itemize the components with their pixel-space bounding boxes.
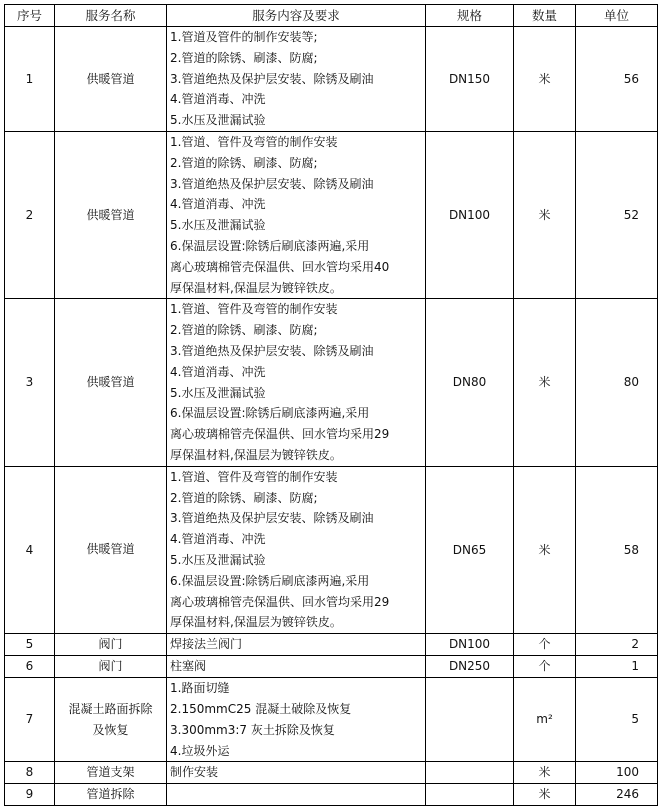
row-qty: m² <box>514 678 576 762</box>
row-spec <box>426 762 514 784</box>
row-spec: DN65 <box>426 466 514 633</box>
content-line: 5.水压及泄漏试验 <box>170 385 266 400</box>
content-line: 4.管道消毒、冲洗 <box>170 364 266 379</box>
content-line: 5.水压及泄漏试验 <box>170 113 266 128</box>
content-line: 5.水压及泄漏试验 <box>170 218 266 233</box>
row-service-name-text: 阀门 <box>98 637 123 652</box>
row-spec: DN100 <box>426 634 514 656</box>
row-unit: 56 <box>576 27 658 132</box>
header-content: 服务内容及要求 <box>167 5 426 27</box>
table-body <box>5 27 658 806</box>
row-no: 7 <box>5 678 55 762</box>
row-unit: 5 <box>576 678 658 762</box>
row-service-name-text: 阀门 <box>98 659 123 674</box>
row-service-name <box>55 762 167 784</box>
row-content <box>167 678 426 762</box>
service-table-wrapper <box>4 4 658 806</box>
content-line: 离心玻璃棉管壳保温供、回水管均采用40 <box>170 259 390 274</box>
table-row <box>5 784 658 806</box>
header-name: 服务名称 <box>55 5 167 27</box>
content-line: 2.管道的除锈、刷漆、防腐; <box>170 50 318 65</box>
content-line: 1.管道、管件及弯管的制作安装 <box>170 302 338 317</box>
row-content <box>167 656 426 678</box>
table-row <box>5 466 658 633</box>
row-content <box>167 299 426 466</box>
header-spec: 规格 <box>426 5 514 27</box>
table-row <box>5 27 658 132</box>
table-row <box>5 762 658 784</box>
content-line: 厚保温材料,保温层为镀锌铁皮。 <box>170 615 342 630</box>
row-service-name-text: 供暖管道 <box>86 542 135 557</box>
content-line: 1.管道及管件的制作安装等; <box>170 30 318 44</box>
table-row <box>5 678 658 762</box>
table-row <box>5 132 658 299</box>
row-unit: 58 <box>576 466 658 633</box>
content-line: 3.管道绝热及保护层安装、除锈及刷油 <box>170 71 374 86</box>
content-line: 3.管道绝热及保护层安装、除锈及刷油 <box>170 343 374 358</box>
row-content <box>167 132 426 299</box>
content-line: 2.管道的除锈、刷漆、防腐; <box>170 323 318 338</box>
content-line: 1.路面切缝 <box>170 681 230 696</box>
row-qty: 米 <box>514 466 576 633</box>
row-spec: DN100 <box>426 132 514 299</box>
row-service-name <box>55 27 167 132</box>
row-spec: DN150 <box>426 27 514 132</box>
content-line: 3.管道绝热及保护层安装、除锈及刷油 <box>170 176 374 191</box>
row-unit: 246 <box>576 784 658 806</box>
row-service-name <box>55 634 167 656</box>
service-table <box>4 4 658 806</box>
content-line: 离心玻璃棉管壳保温供、回水管均采用29 <box>170 427 390 442</box>
row-service-name-text: 供暖管道 <box>86 207 135 222</box>
content-line: 4.管道消毒、冲洗 <box>170 197 266 212</box>
row-unit: 52 <box>576 132 658 299</box>
header-row <box>5 5 658 27</box>
row-content <box>167 27 426 132</box>
content-line: 1.管道、管件及弯管的制作安装 <box>170 135 338 149</box>
header-qty: 数量 <box>514 5 576 27</box>
row-unit: 100 <box>576 762 658 784</box>
content-line: 6.保温层设置:除锈后刷底漆两遍,采用 <box>170 573 370 588</box>
row-unit: 1 <box>576 656 658 678</box>
row-spec: DN80 <box>426 299 514 466</box>
content-line: 1.管道、管件及弯管的制作安装 <box>170 469 338 484</box>
row-qty: 个 <box>514 656 576 678</box>
row-no: 4 <box>5 466 55 633</box>
content-line: 6.保温层设置:除锈后刷底漆两遍,采用 <box>170 238 370 253</box>
content-line: 柱塞阀 <box>170 659 207 674</box>
header-no: 序号 <box>5 5 55 27</box>
row-service-name <box>55 656 167 678</box>
content-line: 4.垃圾外运 <box>170 743 230 758</box>
row-content <box>167 784 426 806</box>
row-content <box>167 466 426 633</box>
row-spec <box>426 678 514 762</box>
row-qty: 米 <box>514 132 576 299</box>
content-line: 5.水压及泄漏试验 <box>170 552 266 567</box>
row-service-name <box>55 466 167 633</box>
table-row <box>5 656 658 678</box>
row-no: 8 <box>5 762 55 784</box>
row-service-name <box>55 132 167 299</box>
row-service-name <box>55 678 167 762</box>
row-no: 5 <box>5 634 55 656</box>
row-service-name <box>55 299 167 466</box>
content-line: 2.管道的除锈、刷漆、防腐; <box>170 155 318 170</box>
row-service-name-text: 供暖管道 <box>86 71 135 86</box>
header-unit: 单位 <box>576 5 658 27</box>
row-service-name-text: 管道拆除 <box>86 787 135 802</box>
content-line: 3.300mm3:7 灰土拆除及恢复 <box>170 722 335 737</box>
content-line: 厚保温材料,保温层为镀锌铁皮。 <box>170 280 342 295</box>
row-unit: 2 <box>576 634 658 656</box>
row-service-name <box>55 784 167 806</box>
row-no: 6 <box>5 656 55 678</box>
row-content <box>167 762 426 784</box>
row-no: 9 <box>5 784 55 806</box>
content-line: 厚保温材料,保温层为镀锌铁皮。 <box>170 447 342 462</box>
content-line: 离心玻璃棉管壳保温供、回水管均采用29 <box>170 594 390 609</box>
content-line: 制作安装 <box>170 765 219 780</box>
row-qty: 个 <box>514 634 576 656</box>
row-qty: 米 <box>514 762 576 784</box>
content-line: 4.管道消毒、冲洗 <box>170 92 266 107</box>
row-qty: 米 <box>514 27 576 132</box>
row-spec <box>426 784 514 806</box>
table-row <box>5 634 658 656</box>
row-service-name-text: 供暖管道 <box>86 375 135 390</box>
row-qty: 米 <box>514 784 576 806</box>
content-line: 6.保温层设置:除锈后刷底漆两遍,采用 <box>170 406 370 421</box>
table-row <box>5 299 658 466</box>
content-line: 3.管道绝热及保护层安装、除锈及刷油 <box>170 511 374 526</box>
row-qty: 米 <box>514 299 576 466</box>
row-unit: 80 <box>576 299 658 466</box>
content-line: 焊接法兰阀门 <box>170 637 243 652</box>
content-line: 4.管道消毒、冲洗 <box>170 532 266 547</box>
row-service-name-text: 管道支架 <box>86 765 135 780</box>
row-no: 2 <box>5 132 55 299</box>
row-spec: DN250 <box>426 656 514 678</box>
row-service-name-text: 混凝土路面拆除及恢复 <box>68 701 153 737</box>
row-content <box>167 634 426 656</box>
content-line: 2.管道的除锈、刷漆、防腐; <box>170 490 318 505</box>
row-no: 1 <box>5 27 55 132</box>
content-line <box>170 784 425 805</box>
row-no: 3 <box>5 299 55 466</box>
content-line: 2.150mmC25 混凝土破除及恢复 <box>170 701 352 716</box>
